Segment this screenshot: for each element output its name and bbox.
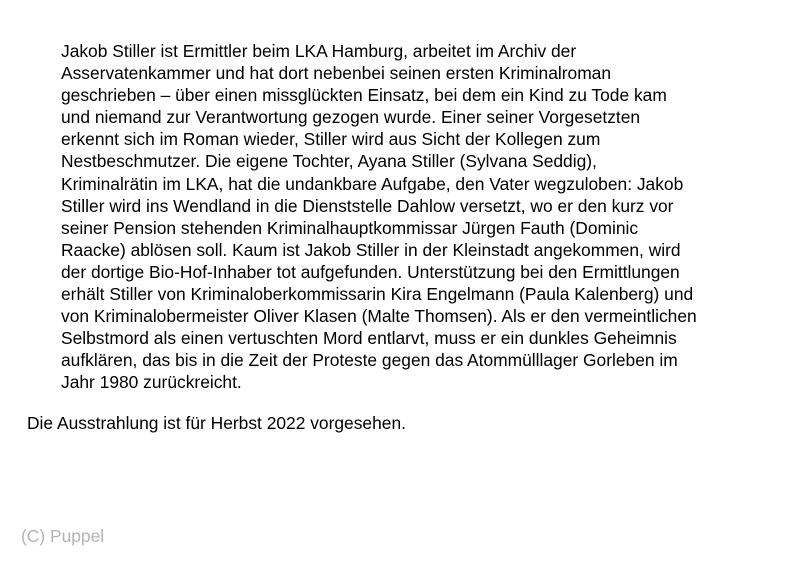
synopsis-line: Nestbeschmutzer. Die eigene Tochter, Ayana Stiller (Sylvana Seddig), [61, 151, 597, 172]
synopsis-line: Jakob Stiller ist Ermittler beim LKA Hamburg, arbeitet im Archiv der [61, 41, 577, 61]
synopsis-line: erkennt sich im Roman wieder, Stiller wird aus Sicht der Kollegen zum [61, 129, 601, 150]
synopsis-line: aufklären, das bis in die Zeit der Proteste gegen das Atommülllager Gorleben im [61, 350, 678, 371]
synopsis-line: erhält Stiller von Kriminaloberkommissarin Kira Engelmann (Paula Kalenberg) und [61, 284, 694, 305]
synopsis-line: von Kriminalobermeister Oliver Klasen (Malte Thomsen). Als er den vermeintlichen [61, 306, 697, 327]
synopsis-line: seiner Pension stehenden Kriminalhauptkommissar Jürgen Fauth (Dominic [61, 217, 639, 238]
synopsis-line: der dortige Bio-Hof-Inhaber tot aufgefunden. Unterstützung bei den Ermittlungen [61, 261, 680, 282]
broadcast-note: Die Ausstrahlung ist für Herbst 2022 vorgesehen. [27, 413, 406, 433]
synopsis-paragraph [61, 40, 761, 394]
synopsis-line: und niemand zur Verantwortung gezogen wurde. Einer seiner Vorgesetzten [61, 107, 641, 128]
synopsis-line: Selbstmord als einen vertuschten Mord entlarvt, muss er ein dunkles Geheimnis [61, 328, 677, 349]
synopsis-line: Kriminalrätin im LKA, hat die undankbare Aufgabe, den Vater wegzuloben: Jakob [61, 173, 684, 194]
synopsis-line: Jahr 1980 zurückreicht. [61, 372, 242, 393]
synopsis-line: geschrieben – über einen missglückten Einsatz, bei dem ein Kind zu Tode kam [61, 85, 667, 106]
synopsis-line: Stiller wird ins Wendland in die Dienststelle Dahlow versetzt, wo er den kurz vor [61, 195, 674, 216]
synopsis-line: Asservatenkammer und hat dort nebenbei seinen ersten Kriminalroman [61, 63, 612, 84]
synopsis-line: Raacke) ablösen soll. Kaum ist Jakob Stiller in der Kleinstadt angekommen, wird [61, 239, 681, 260]
copyright-notice: (C) Puppel [21, 526, 105, 546]
